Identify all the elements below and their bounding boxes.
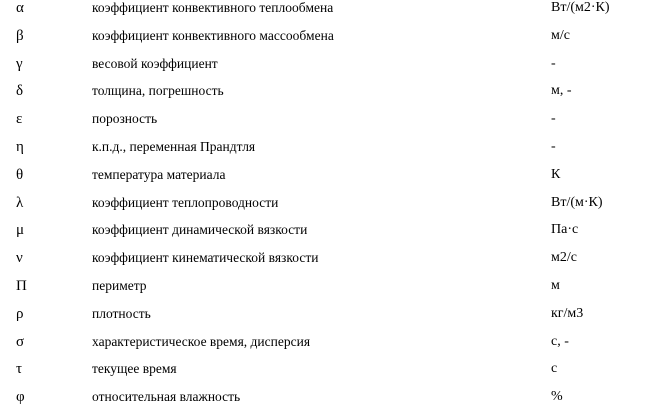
description-cell: весовой коэффициент: [92, 55, 218, 71]
symbol-cell: η: [16, 138, 24, 155]
table-row: [0, 306, 649, 334]
symbol-cell: Π: [16, 277, 27, 294]
unit-cell: Вт/(м·К): [551, 194, 603, 210]
symbol-cell: β: [16, 27, 24, 44]
unit-cell: м/с: [551, 27, 570, 43]
unit-cell: %: [551, 389, 563, 405]
unit-cell: -: [551, 138, 556, 154]
symbol-cell: ε: [16, 111, 23, 128]
description-cell: толщина, погрешность: [92, 83, 224, 99]
symbol-cell: δ: [16, 83, 24, 100]
description-cell: температура материала: [92, 166, 226, 182]
table-row: [0, 139, 649, 167]
symbol-cell: ρ: [16, 305, 24, 322]
table-row: [0, 83, 649, 111]
description-cell: характеристическое время, дисперсия: [92, 333, 311, 349]
table-row: [0, 250, 649, 278]
symbol-cell: γ: [16, 55, 23, 72]
table-row: [0, 195, 649, 223]
symbol-cell: τ: [16, 361, 23, 378]
table-row: [0, 389, 649, 417]
unit-cell: м2/с: [551, 250, 577, 266]
unit-cell: с: [551, 361, 558, 377]
table-row: [0, 167, 649, 195]
description-cell: плотность: [92, 305, 151, 321]
unit-cell: -: [551, 111, 556, 127]
symbol-cell: φ: [16, 389, 25, 406]
symbol-cell: μ: [16, 222, 25, 239]
description-cell: коэффициент конвективного теплообмена: [92, 0, 334, 15]
unit-cell: с, -: [551, 333, 569, 349]
description-cell: периметр: [92, 277, 147, 293]
table-row: [0, 222, 649, 250]
description-cell: к.п.д., переменная Прандтля: [92, 138, 256, 154]
unit-cell: кг/м3: [551, 305, 584, 321]
unit-cell: Па·с: [551, 222, 579, 238]
table-row: [0, 0, 649, 28]
symbol-cell: θ: [16, 166, 24, 183]
symbol-cell: λ: [16, 194, 24, 211]
description-cell: коэффициент конвективного массообмена: [92, 27, 334, 43]
description-cell: порозность: [92, 111, 158, 127]
symbol-cell: ν: [16, 250, 23, 267]
table-row: [0, 56, 649, 84]
description-cell: коэффициент теплопроводности: [92, 194, 279, 210]
description-cell: относительная влажность: [92, 389, 241, 405]
description-cell: коэффициент кинематической вязкости: [92, 250, 319, 266]
symbol-cell: σ: [16, 333, 25, 350]
description-cell: коэффициент динамической вязкости: [92, 222, 308, 238]
table-row: [0, 361, 649, 389]
table-row: [0, 28, 649, 56]
table-row: [0, 278, 649, 306]
table-row: [0, 111, 649, 139]
unit-cell: м, -: [551, 83, 572, 99]
description-cell: текущее время: [92, 361, 177, 377]
unit-cell: К: [551, 166, 561, 182]
unit-cell: м: [551, 277, 560, 293]
unit-cell: Вт/(м2·К): [551, 0, 610, 15]
unit-cell: -: [551, 55, 556, 71]
table-row: [0, 334, 649, 362]
symbol-cell: α: [16, 0, 24, 16]
